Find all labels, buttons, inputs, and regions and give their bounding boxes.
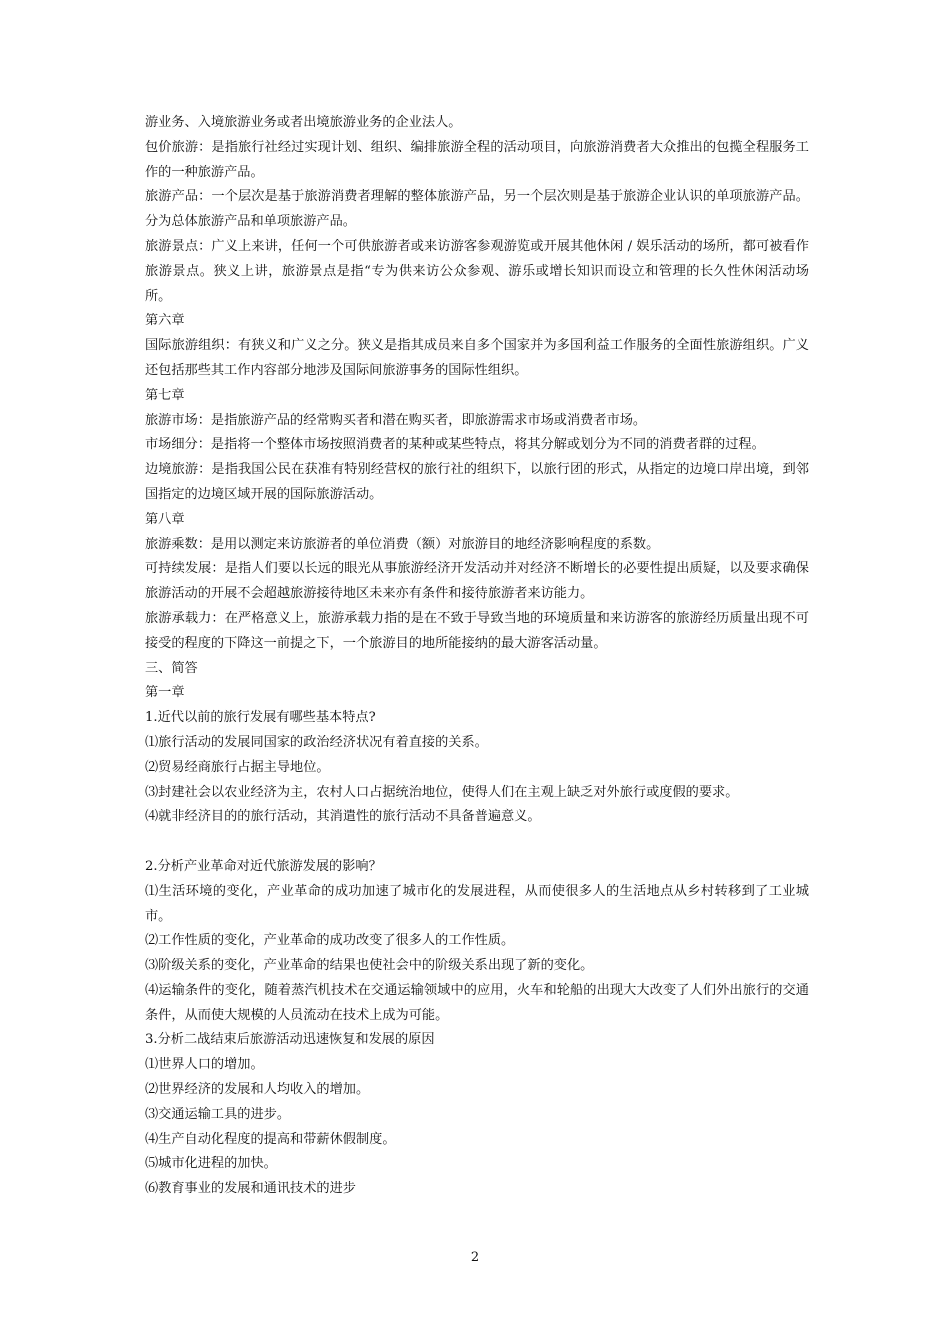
paragraph: 市场细分：是指将一个整体市场按照消费者的某种或某些特点，将其分解或划分为不同的消费者群的过程。	[145, 437, 765, 453]
question: 1.近代以前的旅行发展有哪些基本特点?	[145, 710, 376, 726]
paragraph: 包价旅游：是指旅行社经过实现计划、组织、编排旅游全程的活动项目，向旅游消费者大众推出的包揽全程服务工作的一种旅游产品。	[145, 139, 809, 180]
list-item: ⑴世界人口的增加。	[145, 1057, 264, 1073]
list-item: ⑸城市化进程的加快。	[145, 1156, 277, 1172]
question: 2.分析产业革命对近代旅游发展的影响？	[145, 858, 382, 874]
section-heading: 三、简答	[145, 660, 198, 676]
paragraph: 旅游产品：一个层次是基于旅游消费者理解的整体旅游产品，另一个层次则是基于旅游企业认识的单项旅游产品。分为总体旅游产品和单项旅游产品。	[145, 189, 809, 230]
paragraph: 旅游承载力：在严格意义上，旅游承载力指的是在不致于导致当地的环境质量和来访游客的旅游经历质量出现不可接受的程度的下降这一前提之下，一个旅游目的地所能接纳的最大游客活动量。	[145, 610, 809, 651]
paragraph: 旅游市场：是指旅游产品的经常购买者和潜在购买者，即旅游需求市场或消费者市场。	[145, 412, 647, 428]
list-item: ⑷就非经济目的的旅行活动，其消遣性的旅行活动不具备普遍意义。	[145, 809, 541, 825]
page-number: 2	[470, 1250, 480, 1265]
list-item: ⑷运输条件的变化，随着蒸汽机技术在交通运输领域中的应用，火车和轮船的出现大大改变了人们外出旅行的交通条件，从而使大规模的人员流动在技术上成为可能。	[145, 982, 809, 1023]
paragraph: 国际旅游组织：有狭义和广义之分。狭义是指其成员来自多个国家并为多国利益工作服务的全面性旅游组织。广义还包括那些其工作内容部分地涉及国际间旅游事务的国际性组织。	[145, 338, 809, 378]
chapter-heading: 第一章	[145, 685, 185, 701]
list-item: ⑵工作性质的变化，产业革命的成功改变了很多人的工作性质。	[145, 933, 515, 949]
list-item: ⑵世界经济的发展和人均收入的增加。	[145, 1082, 370, 1098]
question: 3.分析二战结束后旅游活动迅速恢复和发展的原因	[145, 1032, 435, 1048]
chapter-heading: 第八章	[145, 511, 185, 527]
paragraph: 游业务、入境旅游业务或者出境旅游业务的企业法人。	[145, 115, 462, 130]
list-item: ⑹教育事业的发展和通讯技术的进步	[145, 1181, 356, 1197]
paragraph: 可持续发展：是指人们要以长远的眼光从事旅游经济开发活动并对经济不断增长的必要性提出质疑，以及要求确保旅游活动的开展不会超越旅游接待地区未来亦有条件和接待旅游者来访能力。	[145, 561, 809, 602]
document-body	[145, 111, 809, 1202]
list-item: ⑷生产自动化程度的提高和带薪休假制度。	[145, 1131, 396, 1147]
list-item: ⑶交通运输工具的进步。	[145, 1106, 291, 1122]
blank-line	[145, 830, 809, 855]
list-item: ⑴旅行活动的发展同国家的政治经济状况有着直接的关系。	[145, 734, 488, 750]
chapter-heading: 第七章	[145, 387, 185, 403]
paragraph: 旅游景点：广义上来讲，任何一个可供旅游者或来访游客参观游览或开展其他休闲 / 娱乐活动的场所，都可被看作旅游景点。狭义上讲，旅游景点是指“专为供来访公众参观、游乐或增长知识而设立和管理的长久性休闲活动场所。	[145, 238, 809, 304]
list-item: ⑶封建社会以农业经济为主，农村人口占据统治地位，使得人们在主观上缺乏对外旅行或度假的要求。	[145, 784, 739, 800]
list-item: ⑴生活环境的变化，产业革命的成功加速了城市化的发展进程，从而使很多人的生活地点从乡村转移到了工业城市。	[145, 883, 809, 924]
list-item: ⑵贸易经商旅行占据主导地位。	[145, 759, 330, 775]
paragraph: 边境旅游：是指我国公民在获准有特别经营权的旅行社的组织下，以旅行团的形式，从指定的边境口岸出境，到邻国指定的边境区域开展的国际旅游活动。	[145, 462, 809, 502]
chapter-heading: 第六章	[145, 313, 185, 329]
paragraph: 旅游乘数：是用以测定来访旅游者的单位消费（额）对旅游目的地经济影响程度的系数。	[145, 536, 660, 552]
list-item: ⑶阶级关系的变化，产业革命的结果也使社会中的阶级关系出现了新的变化。	[145, 958, 594, 974]
